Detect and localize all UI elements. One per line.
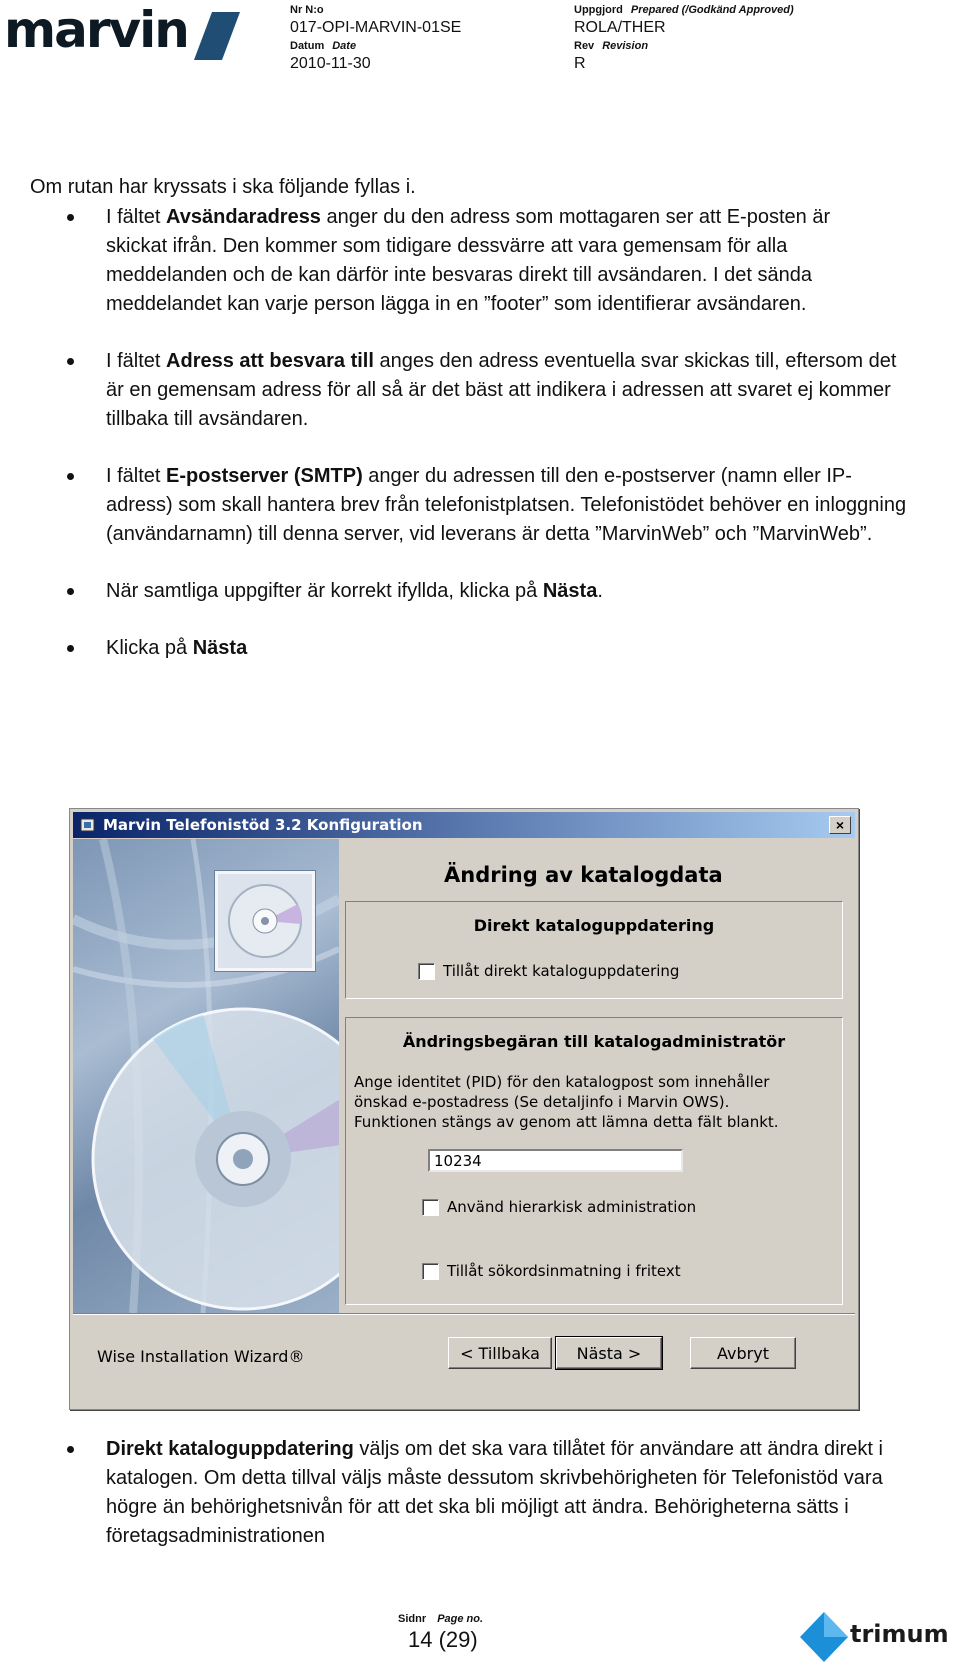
bullet-klicka-nasta: Klicka på Nästa <box>30 634 910 663</box>
cancel-button[interactable]: Avbryt <box>690 1337 796 1369</box>
dialog-title: Marvin Telefonistöd 3.2 Konfiguration <box>103 816 423 834</box>
page-number: 14 (29) <box>408 1627 478 1652</box>
app-icon <box>79 816 97 834</box>
wizard-side-image <box>73 839 339 1313</box>
bullet-list-top <box>30 203 910 663</box>
trimum-logo <box>798 1610 948 1664</box>
trimum-diamond-icon <box>798 1610 850 1664</box>
dialog-separator <box>73 1313 855 1315</box>
prepared-label: Uppgjord Prepared (/Godkänd Approved) <box>574 4 794 16</box>
page-label: Sidnr Page no. <box>398 1613 484 1625</box>
wizard-label: Wise Installation Wizard® <box>97 1347 305 1366</box>
row-direct-update <box>418 962 679 980</box>
group1-title: Direkt kataloguppdatering <box>473 916 715 935</box>
date-label: Datum Date <box>290 40 357 52</box>
row-hierarchical <box>422 1198 696 1216</box>
doc-number: 017-OPI-MARVIN-01SE <box>290 19 462 36</box>
doc-date: 2010-11-30 <box>290 55 371 72</box>
free-text-search-label: Tillåt sökordsinmatning i fritext <box>447 1262 681 1280</box>
rev-value: R <box>574 55 586 72</box>
row-free-text <box>422 1262 681 1280</box>
bullet-nar-samtliga: När samtliga uppgifter är korrekt ifyllda, klicka på Nästa. <box>30 577 910 606</box>
marvin-logo <box>4 1 254 62</box>
direct-update-label: Tillåt direkt kataloguppdatering <box>443 962 680 980</box>
dialog-titlebar <box>73 812 855 838</box>
close-button[interactable]: × <box>829 816 851 834</box>
bullet-avsandaradress: I fältet Avsändaradress anger du den adress som mottagaren ser att E-posten är skickat ifrån. Den kommer som tidigare dessvärre att vara gemensam för alla meddelanden och de kan därför inte besvaras direkt till avsändaren. I det sända meddelandet kan varje person lägga in en ”footer” som identifierar avsändaren. <box>30 203 910 319</box>
logo-text: marvin <box>4 1 188 59</box>
trimum-text: trimum <box>850 1620 949 1648</box>
pid-input[interactable] <box>428 1149 683 1172</box>
cd-icon <box>218 874 312 968</box>
group-direct-update <box>345 901 843 999</box>
hierarchical-admin-checkbox[interactable] <box>422 1199 439 1216</box>
direct-update-checkbox[interactable] <box>418 963 435 980</box>
group2-description: Ange identitet (PID) för den katalogpost som innehåller önskad e-postadress (Se detaljinfo i Marvin OWS). Funktionen stängs av genom att lämna detta fält blankt. <box>354 1073 779 1131</box>
hierarchical-admin-label: Använd hierarkisk administration <box>447 1198 697 1216</box>
cd-icon-frame <box>215 871 315 971</box>
bullet-list-bottom <box>30 1435 910 1551</box>
rev-label: Rev Revision <box>574 40 649 52</box>
config-dialog <box>69 808 859 1410</box>
bullet-direkt-katalog: Direkt kataloguppdatering väljs om det ska vara tillåtet för användare att ändra direkt i katalogen. Om detta tillval väljs måste dessutom skrivbehörigheten för Telefonistöd vara högre än behörighetsnivån för att det ska bli möjligt att ändra. Behörigheterna sätts i företagsadministrationen <box>30 1435 910 1551</box>
next-button[interactable]: Nästa > <box>556 1337 662 1369</box>
dialog-heading: Ändring av katalogdata <box>444 863 723 887</box>
back-button[interactable]: < Tillbaka <box>448 1337 552 1369</box>
bullet-epostserver: I fältet E-postserver (SMTP) anger du adressen till den e-postserver (namn eller IP-adress) som skall hantera brev från telefonistplatsen. Telefonistödet behöver en inloggning (användarnamn) till denna server, vid leverans är detta ”MarvinWeb” och ”MarvinWeb”. <box>30 462 910 549</box>
bullet-adress-besvara: I fältet Adress att besvara till anges den adress eventuella svar skickas till, eftersom det är en gemensam adress för all så är det bäst att indikera i adressen att svaret ej kommer tillbaka till avsändaren. <box>30 347 910 434</box>
prepared-value: ROLA/THER <box>574 19 666 36</box>
intro-text: Om rutan har kryssats i ska följande fyllas i. <box>30 176 416 198</box>
group2-title: Ändringsbegäran till katalogadministratör <box>402 1032 786 1051</box>
nr-label: Nr N:o <box>290 4 324 16</box>
free-text-search-checkbox[interactable] <box>422 1263 439 1280</box>
